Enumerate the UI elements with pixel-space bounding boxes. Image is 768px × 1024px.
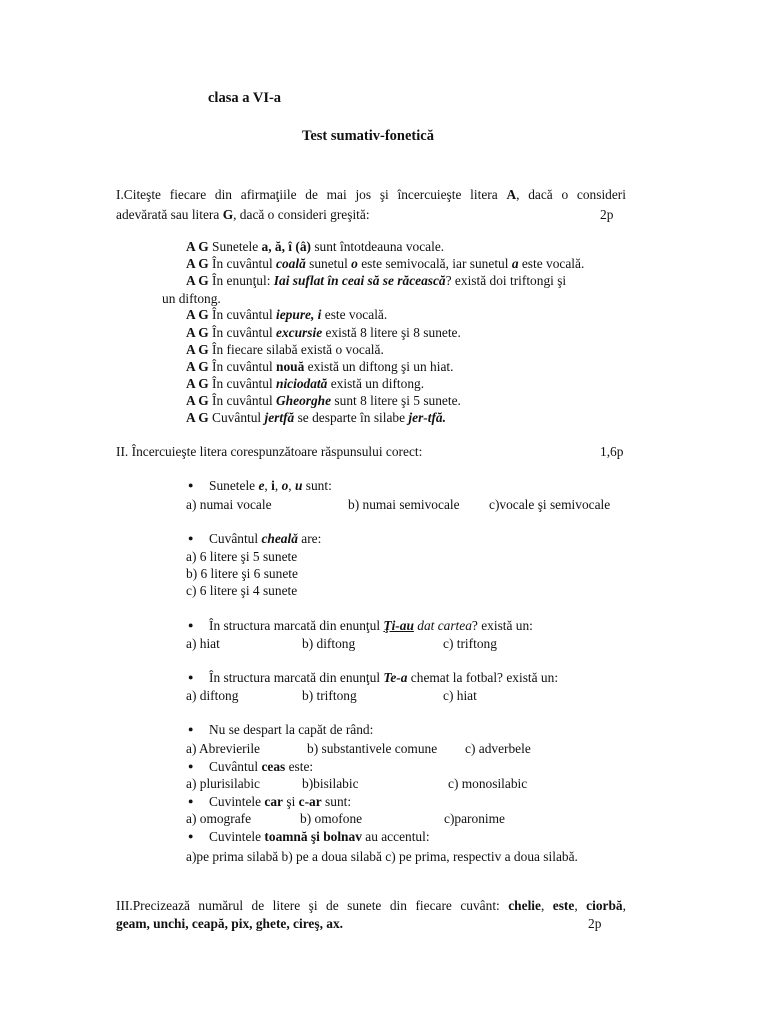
s1-item-7 — [186, 358, 453, 375]
q-emph: e — [258, 478, 265, 493]
s1-item-4 — [186, 306, 387, 323]
bullet-icon: ● — [188, 672, 194, 682]
q-text: este: — [285, 759, 314, 774]
q-text: , — [274, 478, 282, 493]
q-text: Cuvintele — [209, 794, 265, 809]
q2-answer-b[interactable]: b) 6 litere şi 6 sunete — [186, 566, 298, 581]
q-text: şi — [283, 794, 299, 809]
class-label: clasa a VI-a — [208, 90, 282, 106]
q-emph: u — [294, 478, 303, 493]
section1-intro-line2 — [116, 206, 370, 223]
ag-label[interactable]: A G — [186, 239, 209, 254]
q7-answer-c[interactable]: c)paronime — [444, 811, 505, 826]
item-text: Sunetele — [208, 239, 262, 254]
q-text: au accentul: — [361, 829, 430, 844]
item-text: se desparte în silabe — [294, 410, 409, 425]
ag-label[interactable]: A G — [186, 256, 209, 271]
item-text: În enunţul: — [208, 273, 274, 288]
ag-label[interactable]: A G — [186, 325, 209, 340]
bullet-icon: ● — [188, 831, 194, 841]
item-text: În cuvântul — [208, 376, 277, 391]
q-emph: Te-a — [383, 670, 408, 685]
q-text: , — [288, 478, 295, 493]
q6-question — [209, 758, 313, 775]
ag-label[interactable]: A G — [186, 410, 209, 425]
item-text: În cuvântul — [208, 359, 277, 374]
item-emph: iepure, i — [276, 307, 322, 322]
s1-item-6 — [186, 341, 384, 358]
q-text: chemat la fotbal? există un: — [407, 670, 559, 685]
q5-question: Nu se despart la capăt de rând: — [209, 722, 374, 737]
q5-answer-c[interactable]: c) adverbele — [465, 741, 531, 756]
q4-question — [209, 669, 558, 686]
q6-answer-a[interactable]: a) plurisilabic — [186, 776, 260, 791]
q-emph: ceas — [261, 759, 286, 774]
s1-item-3 — [186, 272, 566, 289]
q-emph: toamnă şi bolnav — [264, 829, 362, 844]
q-text: sunt: — [302, 478, 332, 493]
item-text: În cuvântul — [208, 256, 277, 271]
q4-answer-a[interactable]: a) diftong — [186, 688, 239, 703]
q-text: Cuvântul — [209, 531, 262, 546]
item-text: este vocală. — [518, 256, 585, 271]
q4-answer-c[interactable]: c) hiat — [443, 688, 477, 703]
item-text: sunetul — [305, 256, 352, 271]
item-text: există un diftong. — [327, 376, 425, 391]
s3-text: , — [622, 898, 626, 913]
ag-label[interactable]: A G — [186, 359, 209, 374]
item-text: există un diftong şi un hiat. — [304, 359, 454, 374]
q-text: ? există un: — [471, 618, 533, 633]
q7-question — [209, 793, 351, 810]
ag-label[interactable]: A G — [186, 342, 209, 357]
section3-line2: geam, unchi, ceapă, pix, ghete, cireş, ax. — [116, 916, 343, 931]
q-text: are: — [297, 531, 322, 546]
item-emph: nouă — [276, 359, 305, 374]
item-text: În cuvântul — [208, 393, 277, 408]
q-emph: car — [264, 794, 284, 809]
q1-question — [209, 477, 332, 494]
q-text: Cuvântul — [209, 759, 262, 774]
s1-item-5 — [186, 324, 461, 341]
q-emph: Ţi-au — [383, 618, 414, 633]
item-emph: Iai suflat în ceai să se răcească — [273, 273, 446, 288]
s3-text: , — [574, 898, 587, 913]
ag-label[interactable]: A G — [186, 307, 209, 322]
bullet-icon: ● — [188, 533, 194, 543]
q7-answer-b[interactable]: b) omofone — [300, 811, 363, 826]
bullet-icon: ● — [188, 620, 194, 630]
q-text: sunt: — [321, 794, 352, 809]
ag-label[interactable]: A G — [186, 376, 209, 391]
item-text: sunt întotdeauna vocale. — [310, 239, 445, 254]
q5-answer-b[interactable]: b) substantivele comune — [307, 741, 438, 756]
q7-answer-a[interactable]: a) omografe — [186, 811, 252, 826]
item-emph: coală — [276, 256, 306, 271]
bullet-icon: ● — [188, 724, 194, 734]
item-text: În fiecare silabă există o vocală. — [208, 342, 384, 357]
section3-line1 — [116, 896, 626, 915]
intro-text-a: I.Citeşte fiecare din afirmaţiile de mai jos şi încercuieşte litera — [116, 187, 507, 202]
section3-points: 2p — [588, 916, 602, 931]
intro-letter-a: A — [506, 187, 517, 202]
section1-intro — [116, 185, 626, 204]
q2-question — [209, 530, 321, 547]
ag-label[interactable]: A G — [186, 273, 209, 288]
q-text: Cuvintele — [209, 829, 265, 844]
q-text: , — [264, 478, 272, 493]
q1-answer-a[interactable]: a) numai vocale — [186, 497, 272, 512]
q-text: Sunetele — [209, 478, 259, 493]
q3-question — [209, 617, 533, 634]
item-text: ? există doi triftongi şi — [445, 273, 567, 288]
intro-letter-g: G — [222, 207, 234, 222]
page-title: Test sumativ-fonetică — [302, 128, 434, 144]
s3-word: chelie — [508, 898, 541, 913]
item-emph: Gheorghe — [276, 393, 332, 408]
s3-text: III.Precizează numărul de litere şi de sunete din fiecare cuvânt: — [116, 898, 509, 913]
section2-points: 1,6p — [600, 444, 624, 459]
item-emph: jer-tfă. — [408, 410, 446, 425]
intro-text-b: , dacă o consideri — [516, 187, 626, 202]
item-text: Cuvântul — [208, 410, 265, 425]
q8-question — [209, 828, 430, 845]
s3-text: , — [540, 898, 553, 913]
bullet-icon: ● — [188, 761, 194, 771]
q8-answers[interactable]: a)pe prima silabă b) pe a doua silabă c) pe prima, respectiv a doua silabă. — [186, 849, 578, 864]
intro-text-d: , dacă o consideri greşită: — [233, 207, 370, 222]
item-emph: a — [511, 256, 519, 271]
s3-word: este — [552, 898, 575, 913]
q1-answer-c[interactable]: c)vocale şi semivocale — [489, 497, 611, 512]
q5-answer-a[interactable]: a) Abrevierile — [186, 741, 260, 756]
item-text: este vocală. — [321, 307, 388, 322]
s1-item-9 — [186, 392, 461, 409]
q3-answer-c[interactable]: c) triftong — [443, 636, 497, 651]
q-emph: o — [281, 478, 289, 493]
q2-answer-c[interactable]: c) 6 litere şi 4 sunete — [186, 583, 298, 598]
item-emph: niciodată — [276, 376, 328, 391]
item-text: sunt 8 litere şi 5 sunete. — [331, 393, 461, 408]
item-emph: a, ă, î (â) — [261, 239, 311, 254]
item-emph: excursie — [276, 325, 323, 340]
s1-item-3-continuation: un diftong. — [162, 291, 221, 306]
q3-answer-a[interactable]: a) hiat — [186, 636, 220, 651]
item-text: există 8 litere şi 8 sunete. — [322, 325, 461, 340]
item-text: este semivocală, iar sunetul — [357, 256, 512, 271]
section2-title: II. Încercuieşte litera corespunzătoare răspunsului corect: — [116, 444, 423, 459]
q-emph: c-ar — [298, 794, 322, 809]
q-emph: i — [271, 478, 275, 493]
q2-answer-a[interactable]: a) 6 litere şi 5 sunete — [186, 549, 298, 564]
item-text: În cuvântul — [208, 325, 277, 340]
ag-label[interactable]: A G — [186, 393, 209, 408]
item-emph: o — [351, 256, 358, 271]
item-text: În cuvântul — [208, 307, 277, 322]
intro-text-c: adevărată sau litera — [116, 207, 223, 222]
bullet-icon: ● — [188, 796, 194, 806]
q6-answer-b[interactable]: b)bisilabic — [302, 776, 359, 791]
s1-item-8 — [186, 375, 424, 392]
q-emph: chealǎ — [261, 531, 298, 546]
item-emph: jertfă — [264, 410, 295, 425]
q-text: dat cartea — [413, 618, 472, 633]
q1-answer-b[interactable]: b) numai semivocale — [348, 497, 460, 512]
bullet-icon: ● — [188, 480, 194, 490]
section1-points: 2p — [600, 207, 614, 222]
s1-item-10 — [186, 409, 446, 426]
s3-word: ciorbă — [586, 898, 623, 913]
q-text: În structura marcată din enunţul — [209, 618, 384, 633]
q6-answer-c[interactable]: c) monosilabic — [448, 776, 528, 791]
q3-answer-b[interactable]: b) diftong — [302, 636, 356, 651]
s1-item-2 — [186, 255, 584, 272]
q4-answer-b[interactable]: b) triftong — [302, 688, 357, 703]
s1-item-1 — [186, 238, 444, 255]
q-text: În structura marcată din enunţul — [209, 670, 384, 685]
